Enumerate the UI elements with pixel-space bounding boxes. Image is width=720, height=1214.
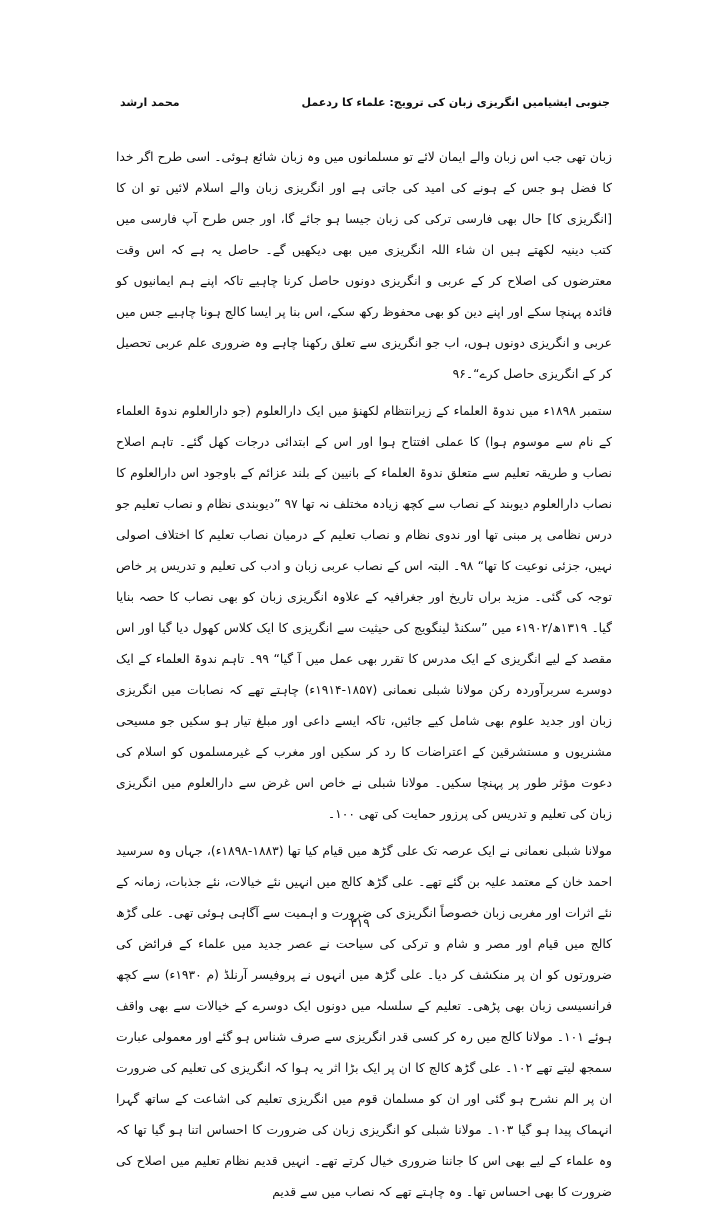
paragraph-2: ستمبر ۱۸۹۸ء میں ندوۃ العلماء کے زیرانتظام لکھنؤ میں ایک دارالعلوم (جو دارالعلوم ندوۃ العلماء کے نام سے موسوم ہوا) کا عملی افتتاح ہوا اور اس کے ابتدائی درجات کھل گئے۔ تاہم اصلاح نصاب و طریقہ تعلیم سے متعلق ندوۃ العلماء کے بانیین کے بلند عزائم کے باوجود اس دارالعلوم کا نصاب دارالعلوم دیوبند کے نصاب سے کچھ زیادہ مختلف نہ تھا ۹۷ ”دیوبندی نظام و نصاب تعلیم جو درس نظامی پر مبنی تھا اور ندوی نظام و نصاب تعلیم کے درمیان نصاب تعلیم کا اختلاف اصولی نہیں، جزئی نوعیت کا تھا“ ۹۸۔ البتہ اس کے نصاب عربی زبان و ادب کی تعلیم و تدریس پر خاص توجہ کی گئی۔ مزید براں تاریخ اور جغرافیہ کے علاوہ انگریزی زبان کو بھی نصاب کا حصہ بنایا گیا۔ ۱۳۱۹ھ/۱۹۰۲ء میں ”سکنڈ لینگویج کی حیثیت سے انگریزی کا ایک کلاس کھول دیا گیا اور اس مقصد کے لیے انگریزی کے ایک مدرس کا تقرر بھی عمل میں آ گیا“ ۹۹۔ تاہم ندوۃ العلماء کے ایک دوسرے سربرآوردہ رکن مولانا شبلی نعمانی (۱۸۵۷-۱۹۱۴ء) چاہتے تھے کہ نصابات میں انگریزی زبان اور جدید علوم بھی شامل کیے جائیں، تاکہ ایسے داعی اور مبلغ تیار ہو سکیں جو مسیحی مشنریوں و مستشرقین کے اعتراضات کا رد کر سکیں اور مغرب کے غیرمسلموں کو اسلام کی دعوت مؤثر طور پر پہنچا سکیں۔ مولانا شبلی نے خاص اس غرض سے دارالعلوم میں انگریزی زبان کی تعلیم و تدریس کی پرزور حمایت کی تھی ۱۰۰۔	[116, 404, 612, 821]
running-title: جنوبی ایشیامیں انگریزی زبان کی ترویج: علماء کا ردعمل	[301, 96, 610, 109]
running-header	[120, 96, 610, 118]
running-author: محمد ارشد	[120, 96, 180, 109]
paragraph-1: زبان تھی جب اس زبان والے ایمان لائے تو مسلمانوں میں وہ زبان شائع ہوئی۔ اسی طرح اگر خدا کا فضل ہو جس کے ہونے کی امید کی جاتی ہے اور انگریزی زبان والے اسلام لائیں تو ان کا [انگریزی کا] حال بھی فارسی ترکی کی زبان جیسا ہو جائے گا، اور جس طرح آپ فارسی میں کتب دینیہ لکھتے ہیں ان شاء اللہ انگریزی میں بھی دیکھیں گے۔ حاصل یہ ہے کہ اس وقت معترضوں کی اصلاح کر کے عربی و انگریزی دونوں حاصل کرنا چاہیے تاکہ اپنے ہم ایمانیوں کو فائدہ پہنچا سکے اور اپنے دین کو بھی محفوظ رکھ سکے، اس بنا پر ایسا کالج ہونا چاہیے جس میں عربی و انگریزی دونوں ہوں، اب جو انگریزی سے تعلق رکھنا چاہے وہ ضروری علم عربی تحصیل کر کے انگریزی حاصل کرے“۔۹۶	[116, 150, 612, 381]
body-text	[116, 142, 612, 1214]
paragraph-3: مولانا شبلی نعمانی نے ایک عرصہ تک علی گڑھ میں قیام کیا تھا (۱۸۸۳-۱۸۹۸ء)، جہاں وہ سرسید احمد خان کے معتمد علیہ بن گئے تھے۔ علی گڑھ کالج میں انہیں نئے خیالات، نئے جذبات، زمانہ کے نئے اثرات اور مغربی زبان خصوصاً انگریزی کی ضرورت و اہمیت سے آگاہی ہوئی تھی۔ علی گڑھ کالج میں قیام اور مصر و شام و ترکی کی سیاحت نے عصر جدید میں علماء کے فرائض کی ضرورتوں کو ان پر منکشف کر دیا۔ علی گڑھ میں انہوں نے پروفیسر آرنلڈ (م ۱۹۳۰ء) سے کچھ فرانسیسی زبان بھی پڑھی۔ تعلیم کے سلسلہ میں دونوں ایک دوسرے کے خیالات سے بھی واقف ہوئے ۱۰۱۔ مولانا کالج میں رہ کر کسی قدر انگریزی سے صرف شناس ہو گئے اور معمولی عبارت سمجھ لیتے تھے ۱۰۲۔ علی گڑھ کالج کا ان پر ایک بڑا اثر یہ ہوا کہ انگریزی کی تعلیم کی ضرورت ان پر الم نشرح ہو گئی اور ان کو مسلمان قوم میں انگریزی تعلیم کی اشاعت کے ساتھ گہرا انہماک پیدا ہو گیا ۱۰۳۔ مولانا شبلی کو انگریزی زبان کی ضرورت کا احساس اتنا ہو گیا تھا کہ وہ علماء کے لیے بھی اس کا جاننا ضروری خیال کرتے تھے۔ انہیں قدیم نظام تعلیم میں اصلاح کی ضرورت کا بھی احساس تھا۔ وہ چاہتے تھے کہ نصاب میں سے قدیم	[116, 844, 612, 1199]
page-number: ۳۱۹	[350, 916, 370, 930]
